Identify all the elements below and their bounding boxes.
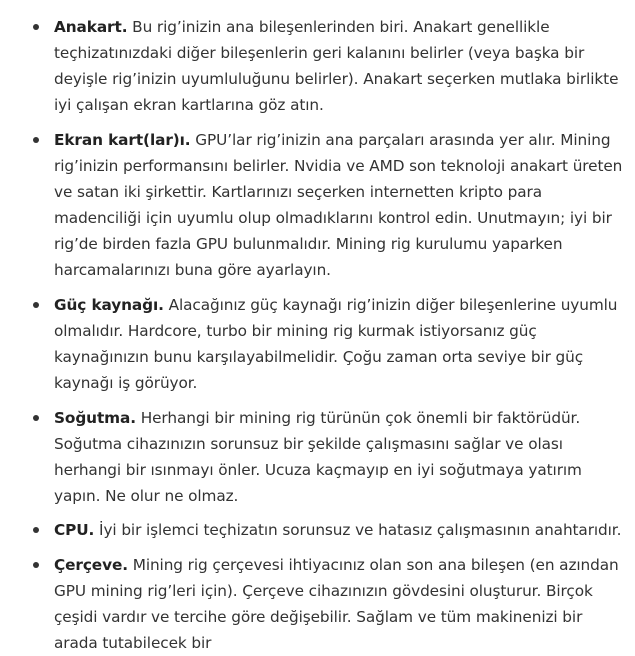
component-list: [0, 14, 623, 656]
item-text: Bu rig’inizin ana bileşenlerinden biri. Anakart genellikle teçhizatınızdaki diğer bileşenlerin geri kalanını belirler (veya başka bir deyişle rig’inizin uyumluluğunu belirler). Anakart seçerken mutlaka birlikte iyi çalışan ekran kartlarına göz atın.: [54, 18, 619, 114]
item-title: Ekran kart(lar)ı.: [54, 131, 191, 149]
bullet-icon: [33, 562, 39, 568]
bullet-icon: [33, 527, 39, 533]
list-item-motherboard: [0, 14, 623, 118]
item-text: GPU’lar rig’inizin ana parçaları arasında yer alır. Mining rig’inizin performansını belirler. Nvidia ve AMD son teknoloji anakart üreten ve satan iki şirkettir. Kartlarınızı seçerken internetten kripto para madenciliği için uyumlu olup olmadıklarını kontrol edin. Unutmayın; iyi bir rig’de birden fazla GPU bulunmalıdır. Mining rig kurulumu yaparken harcamalarınızı buna göre ayarlayın.: [54, 131, 623, 279]
item-text: İyi bir işlemci teçhizatın sorunsuz ve hatasız çalışmasının anahtarıdır.: [94, 521, 622, 539]
item-text: Mining rig çerçevesi ihtiyacınız olan son ana bileşen (en azından GPU mining rig’leri için). Çerçeve cihazınızın gövdesini oluşturur. Birçok çeşidi vardır ve tercihe göre değişebilir. Sağlam ve tüm makinenizi bir arada tutabilecek bir: [54, 556, 619, 652]
list-item-frame: [0, 552, 623, 656]
list-item-gpu: [0, 127, 623, 283]
bullet-icon: [33, 24, 39, 30]
item-title: Anakart.: [54, 18, 128, 36]
bullet-icon: [33, 302, 39, 308]
item-text: Herhangi bir mining rig türünün çok önemli bir faktörüdür. Soğutma cihazınızın sorunsuz bir şekilde çalışmasını sağlar ve olası herhangi bir ısınmayı önler. Ucuza kaçmayıp en iyi soğutmaya yatırım yapın. Ne olur ne olmaz.: [54, 409, 582, 505]
list-item-cooling: [0, 405, 623, 509]
bullet-icon: [33, 137, 39, 143]
list-item-power-supply: [0, 292, 623, 396]
item-title: CPU.: [54, 521, 95, 539]
item-title: Çerçeve.: [54, 556, 128, 574]
item-title: Güç kaynağı.: [54, 296, 164, 314]
item-text: Alacağınız güç kaynağı rig’inizin diğer bileşenlerine uyumlu olmalıdır. Hardcore, turbo bir mining rig kurmak istiyorsanız güç kaynağınızın bunu karşılayabilmelidir. Çoğu zaman orta seviye bir güç kaynağı iş görüyor.: [54, 296, 618, 392]
item-title: Soğutma.: [54, 409, 136, 427]
list-item-cpu: [0, 517, 623, 543]
bullet-icon: [33, 415, 39, 421]
